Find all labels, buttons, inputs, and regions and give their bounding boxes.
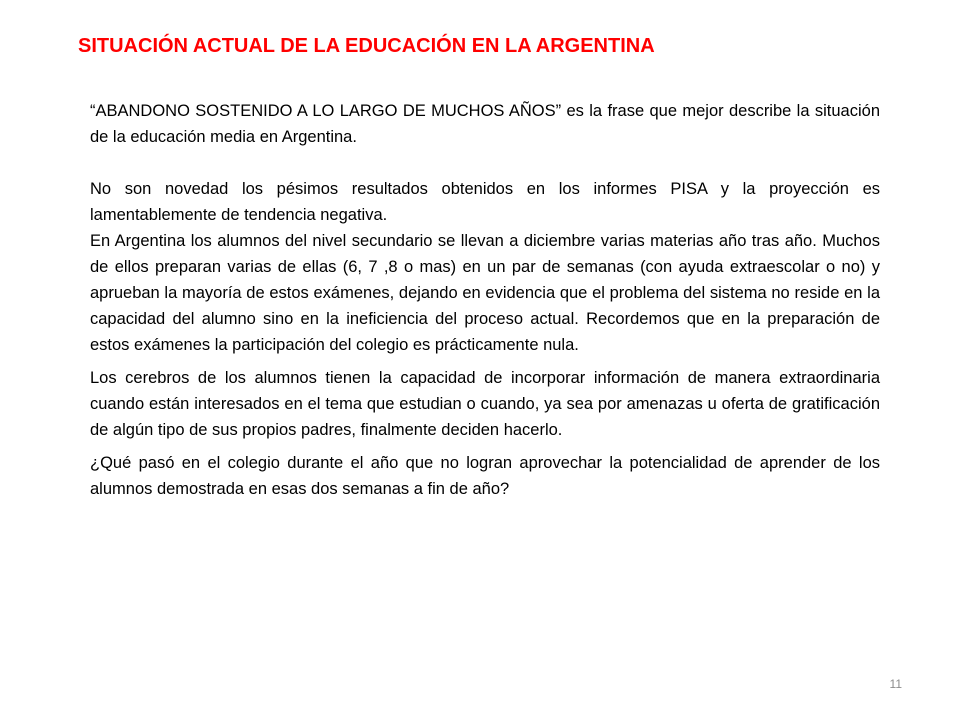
paragraph-cerebros: Los cerebros de los alumnos tienen la capacidad de incorporar información de manera extraordinaria cuando están interesados en el tema que estudian o cuando, ya sea por amenazas u oferta de gratificación de algún tipo de sus propios padres, finalmente deciden hacerlo.: [90, 369, 880, 439]
paragraph-abandono: “ABANDONO SOSTENIDO A LO LARGO DE MUCHOS AÑOS” es la frase que mejor describe la situación de la educación media en Argentina.: [90, 102, 880, 146]
page-number: 11: [889, 677, 902, 691]
paragraph-spacer: [90, 443, 880, 450]
paragraph-diciembre: En Argentina los alumnos del nivel secundario se llevan a diciembre varias materias año tras año. Muchos de ellos preparan varias de ellas (6, 7 ,8 o mas) en un par de semanas (con ayuda extraescolar o no) y aprueban la mayoría de estos exámenes, dejando en evidencia que el problema del sistema no reside en la capacidad del alumno sino en la ineficiencia del proceso actual. Recordemos que en la preparación de estos exámenes la participación del colegio es prácticamente nula.: [90, 232, 880, 354]
paragraph-pregunta: ¿Qué pasó en el colegio durante el año que no logran aprovechar la potencialidad de aprender de los alumnos demostrada en esas dos semanas a fin de año?: [90, 454, 880, 498]
paragraph-spacer: [90, 150, 880, 176]
paragraph-spacer: [90, 358, 880, 365]
paragraph-pisa: No son novedad los pésimos resultados obtenidos en los informes PISA y la proyección es lamentablemente de tendencia negativa.: [90, 180, 880, 224]
slide-body: [90, 98, 880, 502]
slide-title: SITUACIÓN ACTUAL DE LA EDUCACIÓN EN LA ARGENTINA: [78, 35, 655, 57]
